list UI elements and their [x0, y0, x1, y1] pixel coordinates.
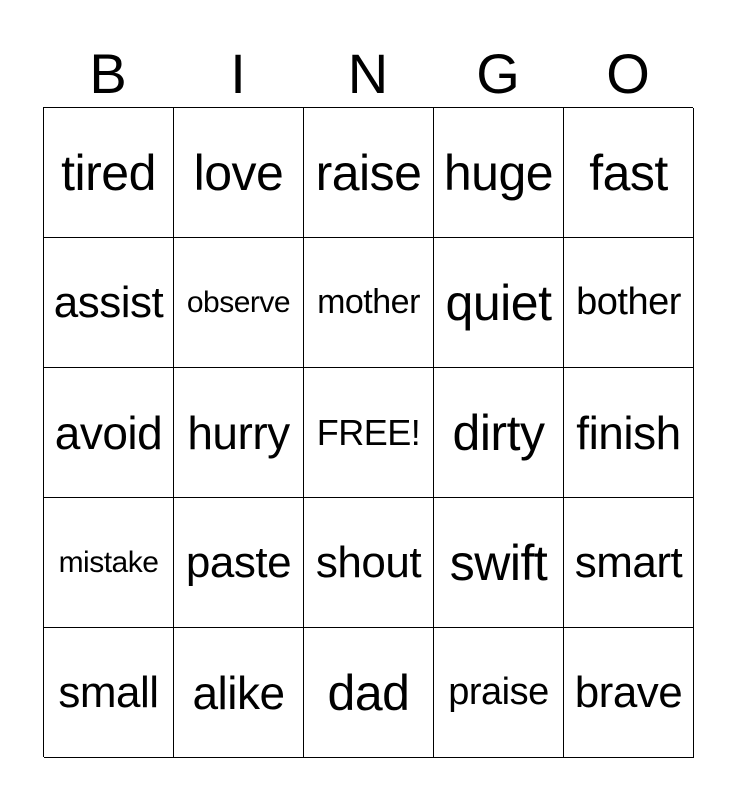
bingo-cell-r5c4[interactable]: praise: [434, 628, 564, 758]
bingo-cell-r1c4[interactable]: huge: [434, 108, 564, 238]
bingo-cell-r1c3[interactable]: raise: [304, 108, 434, 238]
bingo-cell-r4c3[interactable]: shout: [304, 498, 434, 628]
bingo-cell-r3c4[interactable]: dirty: [434, 368, 564, 498]
bingo-cell-r4c5[interactable]: smart: [564, 498, 694, 628]
bingo-board: [43, 107, 693, 757]
bingo-cell-r5c5[interactable]: brave: [564, 628, 694, 758]
bingo-cell-r2c2[interactable]: observe: [174, 238, 304, 368]
bingo-cell-r3c1[interactable]: avoid: [44, 368, 174, 498]
bingo-cell-r3c2[interactable]: hurry: [174, 368, 304, 498]
bingo-cell-r4c4[interactable]: swift: [434, 498, 564, 628]
bingo-cell-r2c3[interactable]: mother: [304, 238, 434, 368]
bingo-cell-r1c1[interactable]: tired: [44, 108, 174, 238]
bingo-cell-r1c5[interactable]: fast: [564, 108, 694, 238]
bingo-cell-r4c2[interactable]: paste: [174, 498, 304, 628]
bingo-cell-r4c1[interactable]: mistake: [44, 498, 174, 628]
bingo-cell-r2c1[interactable]: assist: [44, 238, 174, 368]
bingo-cell-r3c5[interactable]: finish: [564, 368, 694, 498]
header-letter-n: N: [347, 42, 389, 105]
bingo-cell-r2c5[interactable]: bother: [564, 238, 694, 368]
header-letter-i: I: [230, 42, 246, 105]
bingo-header: [43, 40, 693, 108]
bingo-cell-r1c2[interactable]: love: [174, 108, 304, 238]
header-letter-o: O: [606, 42, 650, 105]
bingo-cell-r2c4[interactable]: quiet: [434, 238, 564, 368]
bingo-cell-r5c2[interactable]: alike: [174, 628, 304, 758]
header-letter-b: B: [89, 42, 127, 105]
bingo-cell-r5c3[interactable]: dad: [304, 628, 434, 758]
bingo-cell-r5c1[interactable]: small: [44, 628, 174, 758]
header-letter-g: G: [476, 42, 520, 105]
bingo-cell-r3c3-free[interactable]: FREE!: [304, 368, 434, 498]
